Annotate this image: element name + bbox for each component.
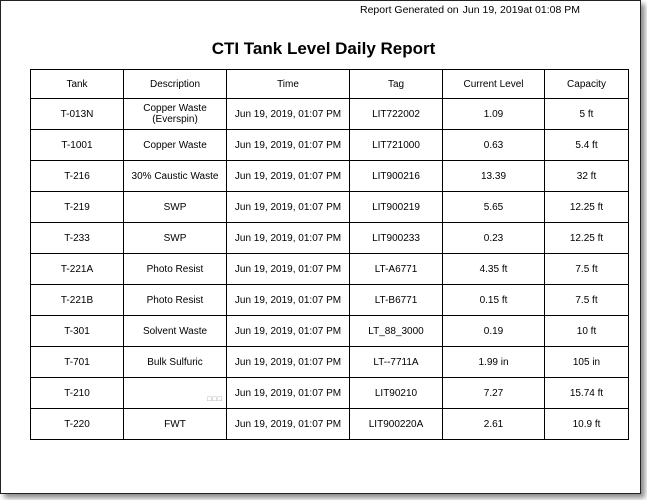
cell-current-level: 1.09: [443, 99, 545, 130]
cell-current-level: 2.61: [443, 409, 545, 440]
column-header-tag: Tag: [350, 70, 443, 99]
cell-capacity: 5.4 ft: [545, 130, 629, 161]
cell-time: Jun 19, 2019, 01:07 PM: [227, 161, 350, 192]
cell-capacity: 12.25 ft: [545, 223, 629, 254]
cell-time: Jun 19, 2019, 01:07 PM: [227, 99, 350, 130]
column-header-description: Description: [124, 70, 227, 99]
cell-capacity: 15.74 ft: [545, 378, 629, 409]
cell-tank: T-233: [31, 223, 124, 254]
cell-description: Bulk Sulfuric: [124, 347, 227, 378]
cell-current-level: 7.27: [443, 378, 545, 409]
cell-capacity: 7.5 ft: [545, 254, 629, 285]
cell-capacity: 32 ft: [545, 161, 629, 192]
cell-current-level: 0.19: [443, 316, 545, 347]
cell-tank: T-301: [31, 316, 124, 347]
report-generated-header: [360, 2, 640, 18]
cell-current-level: 4.35 ft: [443, 254, 545, 285]
cell-description: SWP: [124, 192, 227, 223]
cell-tag: LIT900219: [350, 192, 443, 223]
column-header-current-level: Current Level: [443, 70, 545, 99]
cell-capacity: 12.25 ft: [545, 192, 629, 223]
cell-capacity: 10 ft: [545, 316, 629, 347]
cell-capacity: 5 ft: [545, 99, 629, 130]
cell-tag: LIT900216: [350, 161, 443, 192]
generated-label: Report Generated on: [360, 4, 459, 16]
cell-current-level: 5.65: [443, 192, 545, 223]
cell-tank: T-013N: [31, 99, 124, 130]
cell-tag: LIT900233: [350, 223, 443, 254]
table-row: [31, 378, 629, 409]
table-row: [31, 161, 629, 192]
table-row: [31, 99, 629, 130]
cell-tag: LT-A6771: [350, 254, 443, 285]
cell-current-level: 0.23: [443, 223, 545, 254]
column-header-tank: Tank: [31, 70, 124, 99]
cell-description: Photo Resist: [124, 285, 227, 316]
cell-tank: T-219: [31, 192, 124, 223]
cell-capacity: 10.9 ft: [545, 409, 629, 440]
tank-level-table: [30, 69, 629, 440]
cell-time: Jun 19, 2019, 01:07 PM: [227, 192, 350, 223]
cell-tag: LT-B6771: [350, 285, 443, 316]
cell-tank: T-220: [31, 409, 124, 440]
missing-glyph-icon: □□□: [207, 396, 223, 403]
cell-description: SWP: [124, 223, 227, 254]
cell-tank: T-221A: [31, 254, 124, 285]
cell-description: Solvent Waste: [124, 316, 227, 347]
cell-current-level: 1.99 in: [443, 347, 545, 378]
cell-current-level: 13.39: [443, 161, 545, 192]
cell-tank: T-1001: [31, 130, 124, 161]
table-row: [31, 285, 629, 316]
cell-current-level: 0.15 ft: [443, 285, 545, 316]
table-row: [31, 409, 629, 440]
table-row: [31, 347, 629, 378]
cell-tag: LIT900220A: [350, 409, 443, 440]
table-row: [31, 130, 629, 161]
cell-time: Jun 19, 2019, 01:07 PM: [227, 130, 350, 161]
cell-description: FWT: [124, 409, 227, 440]
cell-capacity: 105 in: [545, 347, 629, 378]
table-row: [31, 316, 629, 347]
table-header-row: [31, 70, 629, 99]
table-row: [31, 223, 629, 254]
table-row: [31, 254, 629, 285]
cell-time: Jun 19, 2019, 01:07 PM: [227, 285, 350, 316]
cell-tag: LIT722002: [350, 99, 443, 130]
cell-tag: LIT90210: [350, 378, 443, 409]
cell-time: Jun 19, 2019, 01:07 PM: [227, 347, 350, 378]
cell-capacity: 7.5 ft: [545, 285, 629, 316]
column-header-capacity: Capacity: [545, 70, 629, 99]
cell-description: Photo Resist: [124, 254, 227, 285]
cell-time: Jun 19, 2019, 01:07 PM: [227, 316, 350, 347]
cell-tank: T-701: [31, 347, 124, 378]
cell-description: [124, 378, 227, 409]
cell-description: Copper Waste (Everspin): [124, 99, 227, 130]
cell-tag: LIT721000: [350, 130, 443, 161]
cell-time: Jun 19, 2019, 01:07 PM: [227, 223, 350, 254]
cell-tank: T-221B: [31, 285, 124, 316]
table-row: [31, 192, 629, 223]
report-title: CTI Tank Level Daily Report: [211, 39, 436, 58]
cell-time: Jun 19, 2019, 01:07 PM: [227, 254, 350, 285]
cell-tag: LT--7711A: [350, 347, 443, 378]
column-header-time: Time: [227, 70, 350, 99]
cell-time: Jun 19, 2019, 01:07 PM: [227, 409, 350, 440]
cell-tag: LT_88_3000: [350, 316, 443, 347]
cell-description: 30% Caustic Waste: [124, 161, 227, 192]
cell-tank: T-216: [31, 161, 124, 192]
cell-time: Jun 19, 2019, 01:07 PM: [227, 378, 350, 409]
cell-tank: T-210: [31, 378, 124, 409]
generated-date: Jun 19, 2019at 01:08 PM: [462, 4, 580, 16]
cell-description: Copper Waste: [124, 130, 227, 161]
cell-current-level: 0.63: [443, 130, 545, 161]
